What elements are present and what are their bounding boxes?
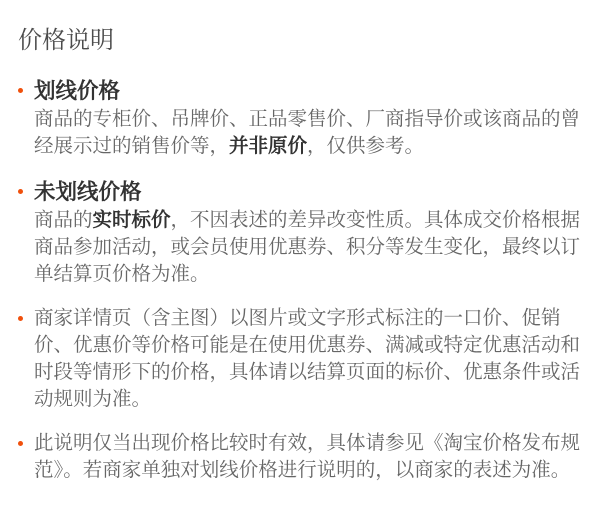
section-seller-detail-page <box>18 305 586 413</box>
bullet-dot-icon <box>18 316 23 321</box>
page-title: 价格说明 <box>18 27 114 54</box>
paragraph-run: 此说明仅当出现价格比较时有效，具体请参见《淘宝价格发布规范》。若商家单独对划线价格进行说明的，以商家的表述为准。 <box>34 432 581 481</box>
section-paragraph <box>34 430 586 484</box>
paragraph-run: 商品的 <box>34 209 93 231</box>
paragraph-run: 商品的专柜价、吊牌价、正品零售价、厂商指导价或该商品的曾经展示过的销售价等， <box>34 108 581 157</box>
section-strikethrough-price <box>18 76 586 160</box>
paragraph-run: 商家详情页（含主图）以图片或文字形式标注的一口价、促销价、优惠价等价格可能是在使用优惠券、满减或特定优惠活动和时段等情形下的价格，具体请以结算页面的标价、优惠条件或活动规则为准。 <box>34 307 581 410</box>
section-validity-note <box>18 430 586 484</box>
section-paragraph <box>34 305 586 413</box>
bullet-dot-icon <box>18 441 23 446</box>
bullet-dot-icon <box>18 88 23 93</box>
emphasis-text: 实时标价 <box>92 209 171 231</box>
section-heading: 划线价格 <box>34 79 121 103</box>
price-note-list <box>18 76 586 484</box>
paragraph-run: ，仅供参考。 <box>307 135 425 157</box>
section-paragraph <box>34 106 586 160</box>
section-paragraph <box>34 207 586 288</box>
paragraph-run: ，不因表述的差异改变性质。具体成交价格根据商品参加活动，或会员使用优惠券、积分等发生变化，最终以订单结算页价格为准。 <box>34 209 581 285</box>
section-heading: 未划线价格 <box>34 180 142 204</box>
bullet-dot-icon <box>18 189 23 194</box>
emphasis-text: 并非原价 <box>229 135 308 157</box>
section-unstruck-price <box>18 177 586 288</box>
